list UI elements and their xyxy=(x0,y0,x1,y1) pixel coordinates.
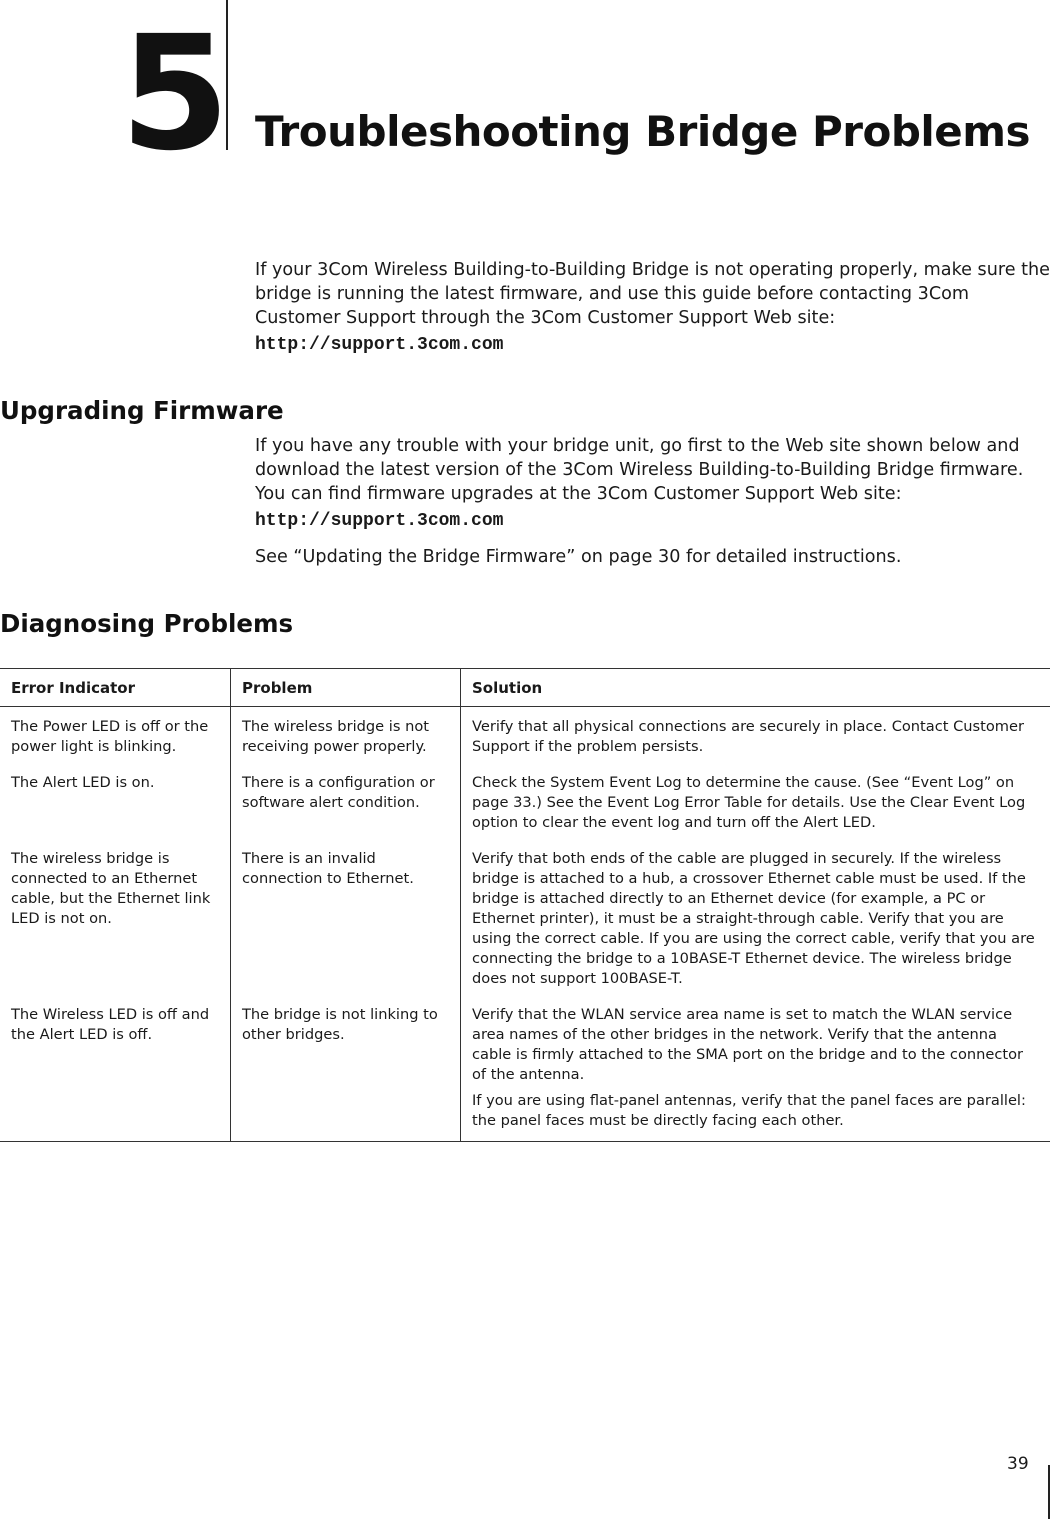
intro-text: If your 3Com Wireless Building-to-Building Bridge is not operating properly, make sure the bridge is running the latest firmware, and use this guide before contacting 3Com Customer Support through the 3Com Customer Support Web site: xyxy=(255,260,1051,328)
column-header-solution: Solution xyxy=(461,669,1051,707)
error-indicator-cell: The Wireless LED is off and the Alert LED is off. xyxy=(0,1002,231,1142)
upgrading-heading: Upgrading Firmware xyxy=(0,396,284,425)
table-header-row xyxy=(0,669,1050,707)
solution-cell xyxy=(461,707,1051,771)
page-number-divider xyxy=(1048,1465,1050,1519)
solution-text: Verify that all physical connections are securely in place. Contact Customer Support if the problem persists. xyxy=(472,718,1024,755)
table-row xyxy=(0,770,1050,846)
table-row xyxy=(0,1002,1050,1142)
table-row xyxy=(0,707,1050,771)
problem-cell: There is an invalid connection to Ethernet. xyxy=(231,846,461,1002)
see-reference: See “Updating the Bridge Firmware” on page 30 for detailed instructions. xyxy=(255,547,902,567)
chapter-divider xyxy=(226,0,228,150)
table-row xyxy=(0,846,1050,1002)
solution-text: Verify that both ends of the cable are plugged in securely. If the wireless bridge is attached to a hub, a crossover Ethernet cable must be used. If the bridge is attached directly to an Ethernet device (for example, a PC or Ethernet printer), it must be a straight-through cable. Verify that you are using the correct cable. If you are using the correct cable, verify that you are connecting the bridge to a 10BASE-T Ethernet device. The wireless bridge does not support 100BASE-T. xyxy=(472,850,1035,987)
error-indicator-cell: The wireless bridge is connected to an Ethernet cable, but the Ethernet link LED is not on. xyxy=(0,846,231,1002)
problem-cell: The bridge is not linking to other bridges. xyxy=(231,1002,461,1142)
page-number: 39 xyxy=(1007,1454,1029,1474)
chapter-title: Troubleshooting Bridge Problems xyxy=(255,107,1031,156)
problem-cell: The wireless bridge is not receiving power properly. xyxy=(231,707,461,771)
error-indicator-cell: The Alert LED is on. xyxy=(0,770,231,846)
solution-text: Verify that the WLAN service area name is set to match the WLAN service area names of the other bridges in the network. Verify that the antenna cable is firmly attached to the SMA port on the bridge and to the connector of the antenna. xyxy=(472,1006,1024,1083)
upgrading-paragraph xyxy=(255,434,1050,533)
diagnosis-table xyxy=(0,668,1050,1142)
solution-cell xyxy=(461,1002,1051,1142)
problem-cell: There is a configuration or software alert condition. xyxy=(231,770,461,846)
intro-paragraph xyxy=(255,258,1050,357)
solution-cell xyxy=(461,770,1051,846)
diagnosing-heading: Diagnosing Problems xyxy=(0,609,294,638)
firmware-url: http://support.3com.com xyxy=(255,511,504,531)
error-indicator-cell: The Power LED is off or the power light is blinking. xyxy=(0,707,231,771)
solution-text: Check the System Event Log to determine the cause. (See “Event Log” on page 33.) See the Event Log Error Table for details. Use the Clear Event Log option to clear the event log and turn off the Alert LED. xyxy=(472,774,1026,831)
chapter-number: 5 xyxy=(120,2,226,186)
column-header-problem: Problem xyxy=(231,669,461,707)
support-url: http://support.3com.com xyxy=(255,335,504,355)
solution-cell xyxy=(461,846,1051,1002)
upgrading-text: If you have any trouble with your bridge unit, go first to the Web site shown below and download the latest version of the 3Com Wireless Building-to-Building Bridge firmware. You can find firmware upgrades at the 3Com Customer Support Web site: xyxy=(255,436,1024,504)
solution-extra-text: If you are using flat-panel antennas, verify that the panel faces are parallel: the panel faces must be directly facing each other. xyxy=(472,1092,1026,1129)
column-header-error-indicator: Error Indicator xyxy=(0,669,231,707)
